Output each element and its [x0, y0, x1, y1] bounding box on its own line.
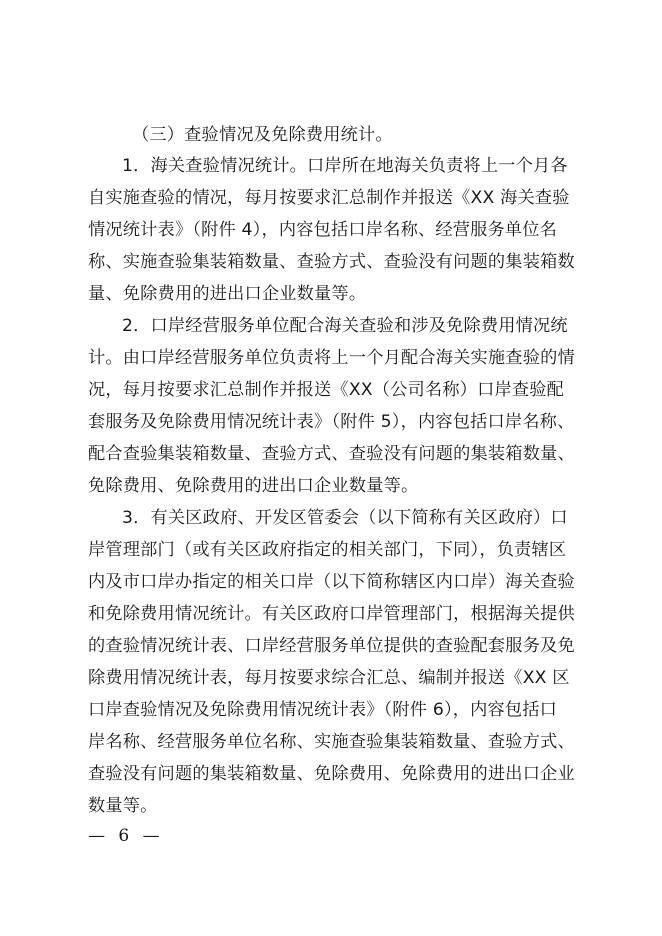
paragraph-line: 自实施查验的情况，每月按要求汇总制作并报送《XX 海关查验	[88, 188, 570, 208]
paragraph-line: 岸名称、经营服务单位名称、实施查验集装箱数量、查验方式、	[88, 732, 575, 752]
paragraph-line: 情况统计表》（附件 4），内容包括口岸名称、经营服务单位名	[88, 220, 558, 240]
paragraph-line: 内及市口岸办指定的相关口岸（以下简称辖区内口岸）海关查验	[88, 572, 575, 592]
paragraph-line: 计。由口岸经营服务单位负责将上一个月配合海关实施查验的情	[88, 348, 575, 368]
paragraph-line: 2．口岸经营服务单位配合海关查验和涉及免除费用情况统	[122, 316, 568, 336]
paragraph-line: 查验没有问题的集装箱数量、免除费用、免除费用的进出口企业	[88, 764, 575, 784]
paragraph-line: 免除费用、免除费用的进出口企业数量等。	[88, 476, 419, 496]
paragraph-line: 配合查验集装箱数量、查验方式、查验没有问题的集装箱数量、	[88, 444, 575, 464]
paragraph-line: 套服务及免除费用情况统计表》（附件 5），内容包括口岸名称、	[88, 412, 575, 432]
paragraph-line: 1．海关查验情况统计。口岸所在地海关负责将上一个月各	[122, 156, 568, 176]
paragraph-line: 岸管理部门（或有关区政府指定的相关部门，下同），负责辖区	[88, 540, 567, 560]
page-number: — 6 —	[88, 826, 164, 846]
paragraph-line: 况，每月按要求汇总制作并报送《XX（公司名称）口岸查验配	[88, 380, 565, 400]
paragraph-line: 的查验情况统计表、口岸经营服务单位提供的查验配套服务及免	[88, 636, 575, 656]
paragraph-line: 和免除费用情况统计。有关区政府口岸管理部门，根据海关提供	[88, 604, 575, 624]
paragraph-line: 3．有关区政府、开发区管委会（以下简称有关区政府）口	[122, 508, 568, 528]
paragraph-line: 数量等。	[88, 796, 158, 816]
paragraph-line: 除费用情况统计表，每月按要求综合汇总、编制并报送《XX 区	[88, 668, 570, 688]
paragraph-line: 量、免除费用的进出口企业数量等。	[88, 284, 367, 304]
paragraph-line: 口岸查验情况及免除费用情况统计表》（附件 6），内容包括口	[88, 700, 558, 720]
paragraph-line: 称、实施查验集装箱数量、查验方式、查验没有问题的集装箱数	[88, 252, 575, 272]
section-heading: （三）查验情况及免除费用统计。	[132, 125, 393, 145]
